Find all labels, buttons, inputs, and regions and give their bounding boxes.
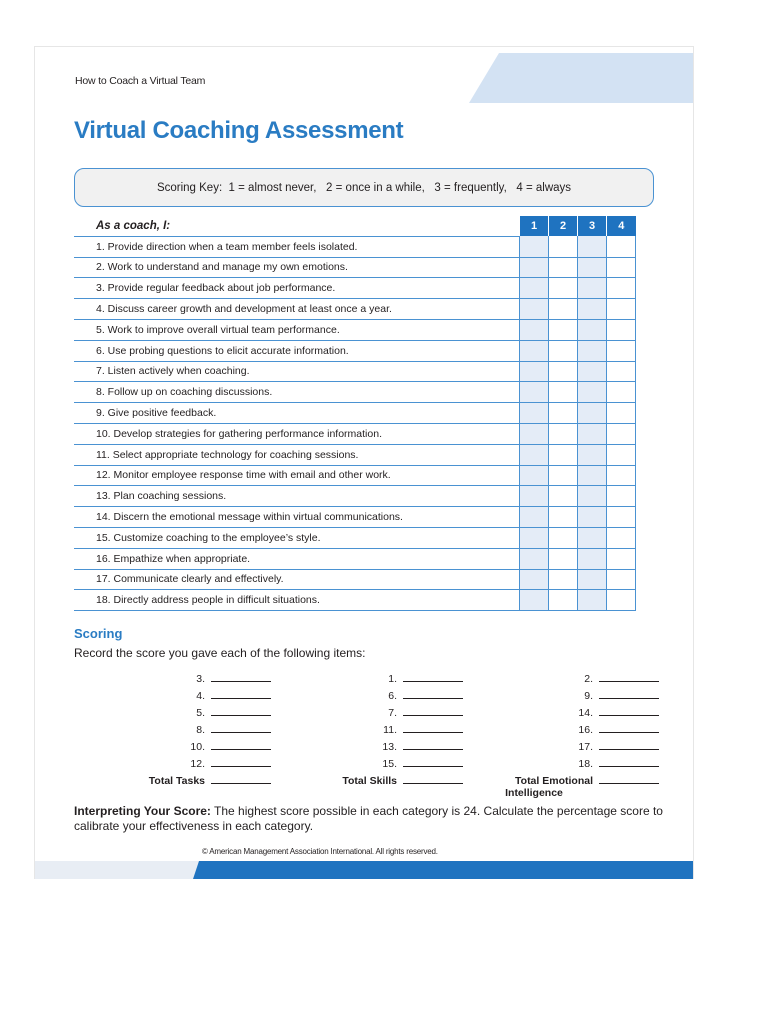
table-row bbox=[74, 527, 636, 548]
rating-cell-1[interactable] bbox=[520, 444, 549, 465]
table-row bbox=[74, 486, 636, 507]
rating-cell-2[interactable] bbox=[549, 569, 578, 590]
score-blank[interactable] bbox=[599, 732, 659, 733]
score-blank[interactable] bbox=[403, 715, 463, 716]
item-number: 15. bbox=[382, 758, 397, 770]
rating-cell-2[interactable] bbox=[549, 319, 578, 340]
rating-cell-2[interactable] bbox=[549, 278, 578, 299]
score-blank[interactable] bbox=[211, 749, 271, 750]
running-head: How to Coach a Virtual Team bbox=[75, 75, 206, 87]
total-line bbox=[305, 770, 463, 787]
table-row bbox=[74, 569, 636, 590]
score-column-tasks bbox=[113, 668, 271, 787]
item-number: 18. bbox=[578, 758, 593, 770]
statement-text: 15. Customize coaching to the employee’s style. bbox=[74, 527, 520, 548]
rating-cell-2[interactable] bbox=[549, 361, 578, 382]
item-number: 7. bbox=[388, 707, 397, 719]
rating-cell-3[interactable] bbox=[578, 486, 607, 507]
total-line bbox=[475, 770, 659, 787]
table-row bbox=[74, 236, 636, 257]
rating-cell-1[interactable] bbox=[520, 257, 549, 278]
rating-cell-1[interactable] bbox=[520, 319, 549, 340]
table-row bbox=[74, 257, 636, 278]
score-blank[interactable] bbox=[403, 766, 463, 767]
column-header-2: 2 bbox=[549, 216, 578, 236]
score-line bbox=[113, 753, 271, 770]
statement-text: 14. Discern the emotional message within virtual communications. bbox=[74, 507, 520, 528]
total-blank[interactable] bbox=[211, 783, 271, 784]
total-blank[interactable] bbox=[599, 783, 659, 784]
statement-text: 1. Provide direction when a team member feels isolated. bbox=[74, 236, 520, 257]
item-number: 5. bbox=[196, 707, 205, 719]
score-line bbox=[113, 736, 271, 753]
rating-cell-3[interactable] bbox=[578, 236, 607, 257]
score-column-emotional bbox=[475, 668, 659, 799]
rating-cell-1[interactable] bbox=[520, 361, 549, 382]
rating-cell-1[interactable] bbox=[520, 548, 549, 569]
rating-cell-1[interactable] bbox=[520, 486, 549, 507]
table-row bbox=[74, 444, 636, 465]
score-line bbox=[113, 685, 271, 702]
scoring-key-item: 4 = always bbox=[516, 181, 572, 194]
statement-text: 16. Empathize when appropriate. bbox=[74, 548, 520, 569]
item-number: 4. bbox=[196, 690, 205, 702]
rating-cell-4[interactable] bbox=[607, 340, 636, 361]
rating-cell-2[interactable] bbox=[549, 486, 578, 507]
column-header-1: 1 bbox=[520, 216, 549, 236]
score-blank[interactable] bbox=[599, 715, 659, 716]
score-line bbox=[475, 702, 659, 719]
item-number: 16. bbox=[578, 724, 593, 736]
rating-cell-3[interactable] bbox=[578, 340, 607, 361]
score-line bbox=[113, 702, 271, 719]
copyright-notice: © American Management Association International. All rights reserved. bbox=[202, 847, 438, 856]
score-line bbox=[113, 719, 271, 736]
interpretation-text bbox=[74, 804, 664, 834]
total-blank[interactable] bbox=[403, 783, 463, 784]
score-line bbox=[113, 668, 271, 685]
total-label: Total Skills bbox=[342, 775, 397, 787]
statement-text: 7. Listen actively when coaching. bbox=[74, 361, 520, 382]
table-row bbox=[74, 319, 636, 340]
footer-band bbox=[35, 861, 693, 879]
statement-text: 13. Plan coaching sessions. bbox=[74, 486, 520, 507]
score-line bbox=[305, 719, 463, 736]
rating-cell-1[interactable] bbox=[520, 340, 549, 361]
statement-text: 2. Work to understand and manage my own emotions. bbox=[74, 257, 520, 278]
rating-cell-3[interactable] bbox=[578, 382, 607, 403]
score-line bbox=[475, 719, 659, 736]
rating-cell-4[interactable] bbox=[607, 486, 636, 507]
column-header-3: 3 bbox=[578, 216, 607, 236]
table-row bbox=[74, 423, 636, 444]
scoring-key-item: 2 = once in a while, bbox=[326, 181, 425, 194]
total-label-line2: Intelligence bbox=[505, 787, 563, 799]
rating-cell-1[interactable] bbox=[520, 278, 549, 299]
score-line bbox=[305, 685, 463, 702]
rating-cell-2[interactable] bbox=[549, 340, 578, 361]
page-title: Virtual Coaching Assessment bbox=[74, 117, 404, 144]
rating-cell-3[interactable] bbox=[578, 319, 607, 340]
document-page bbox=[34, 46, 694, 879]
table-row bbox=[74, 548, 636, 569]
table-row bbox=[74, 361, 636, 382]
score-blank[interactable] bbox=[211, 715, 271, 716]
table-header-label: As a coach, I: bbox=[74, 216, 520, 236]
item-number: 10. bbox=[190, 741, 205, 753]
rating-cell-4[interactable] bbox=[607, 278, 636, 299]
rating-cell-3[interactable] bbox=[578, 569, 607, 590]
interpretation-label: Interpreting Your Score: bbox=[74, 804, 211, 818]
rating-cell-4[interactable] bbox=[607, 403, 636, 424]
column-header-4: 4 bbox=[607, 216, 636, 236]
item-number: 11. bbox=[383, 724, 397, 736]
score-blank[interactable] bbox=[403, 698, 463, 699]
statement-text: 12. Monitor employee response time with email and other work. bbox=[74, 465, 520, 486]
rating-cell-4[interactable] bbox=[607, 423, 636, 444]
rating-cell-4[interactable] bbox=[607, 319, 636, 340]
score-blank[interactable] bbox=[403, 681, 463, 682]
interpretation-body: The highest score possible in each category is 24. Calculate the percentage score to calibrate your effectiveness in each category. bbox=[74, 804, 663, 833]
rating-cell-1[interactable] bbox=[520, 299, 549, 320]
score-blank[interactable] bbox=[599, 749, 659, 750]
table-row bbox=[74, 403, 636, 424]
rating-cell-2[interactable] bbox=[549, 548, 578, 569]
score-blank[interactable] bbox=[599, 681, 659, 682]
rating-cell-3[interactable] bbox=[578, 465, 607, 486]
rating-cell-2[interactable] bbox=[549, 236, 578, 257]
rating-cell-3[interactable] bbox=[578, 299, 607, 320]
total-label: Total Emotional bbox=[515, 775, 593, 787]
rating-cell-2[interactable] bbox=[549, 465, 578, 486]
statement-text: 18. Directly address people in difficult situations. bbox=[74, 590, 520, 611]
rating-cell-3[interactable] bbox=[578, 423, 607, 444]
rating-cell-4[interactable] bbox=[607, 590, 636, 611]
scoring-instructions: Record the score you gave each of the following items: bbox=[74, 646, 366, 660]
rating-cell-1[interactable] bbox=[520, 382, 549, 403]
statement-text: 9. Give positive feedback. bbox=[74, 403, 520, 424]
score-line bbox=[475, 685, 659, 702]
scoring-key-label: Scoring Key: bbox=[156, 181, 223, 194]
rating-cell-4[interactable] bbox=[607, 299, 636, 320]
rating-cell-4[interactable] bbox=[607, 465, 636, 486]
rating-cell-4[interactable] bbox=[607, 236, 636, 257]
rating-cell-3[interactable] bbox=[578, 278, 607, 299]
item-number: 12. bbox=[190, 758, 205, 770]
table-row bbox=[74, 465, 636, 486]
statement-text: 8. Follow up on coaching discussions. bbox=[74, 382, 520, 403]
rating-cell-2[interactable] bbox=[549, 507, 578, 528]
rating-cell-4[interactable] bbox=[607, 548, 636, 569]
table-row bbox=[74, 382, 636, 403]
rating-cell-4[interactable] bbox=[607, 507, 636, 528]
rating-cell-2[interactable] bbox=[549, 382, 578, 403]
score-column-skills bbox=[305, 668, 463, 787]
rating-cell-1[interactable] bbox=[520, 590, 549, 611]
rating-cell-4[interactable] bbox=[607, 361, 636, 382]
rating-cell-2[interactable] bbox=[549, 423, 578, 444]
score-blank[interactable] bbox=[599, 766, 659, 767]
item-number: 3. bbox=[196, 673, 205, 685]
rating-cell-3[interactable] bbox=[578, 257, 607, 278]
statement-text: 10. Develop strategies for gathering performance information. bbox=[74, 423, 520, 444]
table-header-row bbox=[74, 216, 636, 236]
rating-cell-1[interactable] bbox=[520, 465, 549, 486]
statement-text: 11. Select appropriate technology for coaching sessions. bbox=[74, 444, 520, 465]
item-number: 2. bbox=[584, 673, 593, 685]
assessment-table bbox=[74, 216, 636, 611]
rating-cell-3[interactable] bbox=[578, 527, 607, 548]
rating-cell-2[interactable] bbox=[549, 403, 578, 424]
rating-cell-3[interactable] bbox=[578, 507, 607, 528]
statement-text: 6. Use probing questions to elicit accurate information. bbox=[74, 340, 520, 361]
score-line bbox=[475, 753, 659, 770]
score-line bbox=[475, 736, 659, 753]
item-number: 13. bbox=[382, 741, 397, 753]
scoring-key-item: 3 = frequently, bbox=[434, 181, 507, 194]
score-blank[interactable] bbox=[599, 698, 659, 699]
score-blank[interactable] bbox=[211, 766, 271, 767]
rating-cell-4[interactable] bbox=[607, 257, 636, 278]
corner-tab-decoration bbox=[469, 53, 693, 103]
statement-text: 3. Provide regular feedback about job performance. bbox=[74, 278, 520, 299]
score-blank[interactable] bbox=[211, 681, 271, 682]
rating-cell-4[interactable] bbox=[607, 444, 636, 465]
table-row bbox=[74, 590, 636, 611]
item-number: 17. bbox=[578, 741, 593, 753]
score-blank[interactable] bbox=[211, 732, 271, 733]
item-number: 14. bbox=[578, 707, 593, 719]
score-blank[interactable] bbox=[403, 749, 463, 750]
statement-text: 17. Communicate clearly and effectively. bbox=[74, 569, 520, 590]
score-line bbox=[305, 668, 463, 685]
rating-cell-4[interactable] bbox=[607, 527, 636, 548]
table-row bbox=[74, 340, 636, 361]
rating-cell-1[interactable] bbox=[520, 403, 549, 424]
score-line bbox=[475, 668, 659, 685]
rating-cell-2[interactable] bbox=[549, 444, 578, 465]
rating-cell-3[interactable] bbox=[578, 590, 607, 611]
rating-cell-1[interactable] bbox=[520, 423, 549, 444]
scoring-key-box bbox=[74, 168, 654, 207]
score-line bbox=[305, 702, 463, 719]
total-line bbox=[113, 770, 271, 787]
rating-cell-3[interactable] bbox=[578, 548, 607, 569]
table-row bbox=[74, 278, 636, 299]
score-blank[interactable] bbox=[403, 732, 463, 733]
rating-cell-1[interactable] bbox=[520, 527, 549, 548]
item-number: 6. bbox=[388, 690, 397, 702]
rating-cell-1[interactable] bbox=[520, 569, 549, 590]
statement-text: 5. Work to improve overall virtual team performance. bbox=[74, 319, 520, 340]
rating-cell-3[interactable] bbox=[578, 361, 607, 382]
rating-cell-1[interactable] bbox=[520, 236, 549, 257]
scoring-key-item: 1 = almost never, bbox=[228, 181, 317, 194]
rating-cell-4[interactable] bbox=[607, 382, 636, 403]
rating-cell-2[interactable] bbox=[549, 299, 578, 320]
total-label: Total Tasks bbox=[148, 775, 205, 787]
scoring-heading: Scoring bbox=[74, 626, 123, 641]
rating-cell-3[interactable] bbox=[578, 403, 607, 424]
rating-cell-2[interactable] bbox=[549, 527, 578, 548]
score-line bbox=[305, 736, 463, 753]
statement-text: 4. Discuss career growth and development at least once a year. bbox=[74, 299, 520, 320]
rating-cell-2[interactable] bbox=[549, 257, 578, 278]
table-row bbox=[74, 299, 636, 320]
rating-cell-3[interactable] bbox=[578, 444, 607, 465]
score-blank[interactable] bbox=[211, 698, 271, 699]
rating-cell-2[interactable] bbox=[549, 590, 578, 611]
table-row bbox=[74, 507, 636, 528]
item-number: 1. bbox=[388, 673, 397, 685]
rating-cell-1[interactable] bbox=[520, 507, 549, 528]
score-line bbox=[305, 753, 463, 770]
rating-cell-4[interactable] bbox=[607, 569, 636, 590]
item-number: 9. bbox=[584, 690, 593, 702]
item-number: 8. bbox=[196, 724, 205, 736]
